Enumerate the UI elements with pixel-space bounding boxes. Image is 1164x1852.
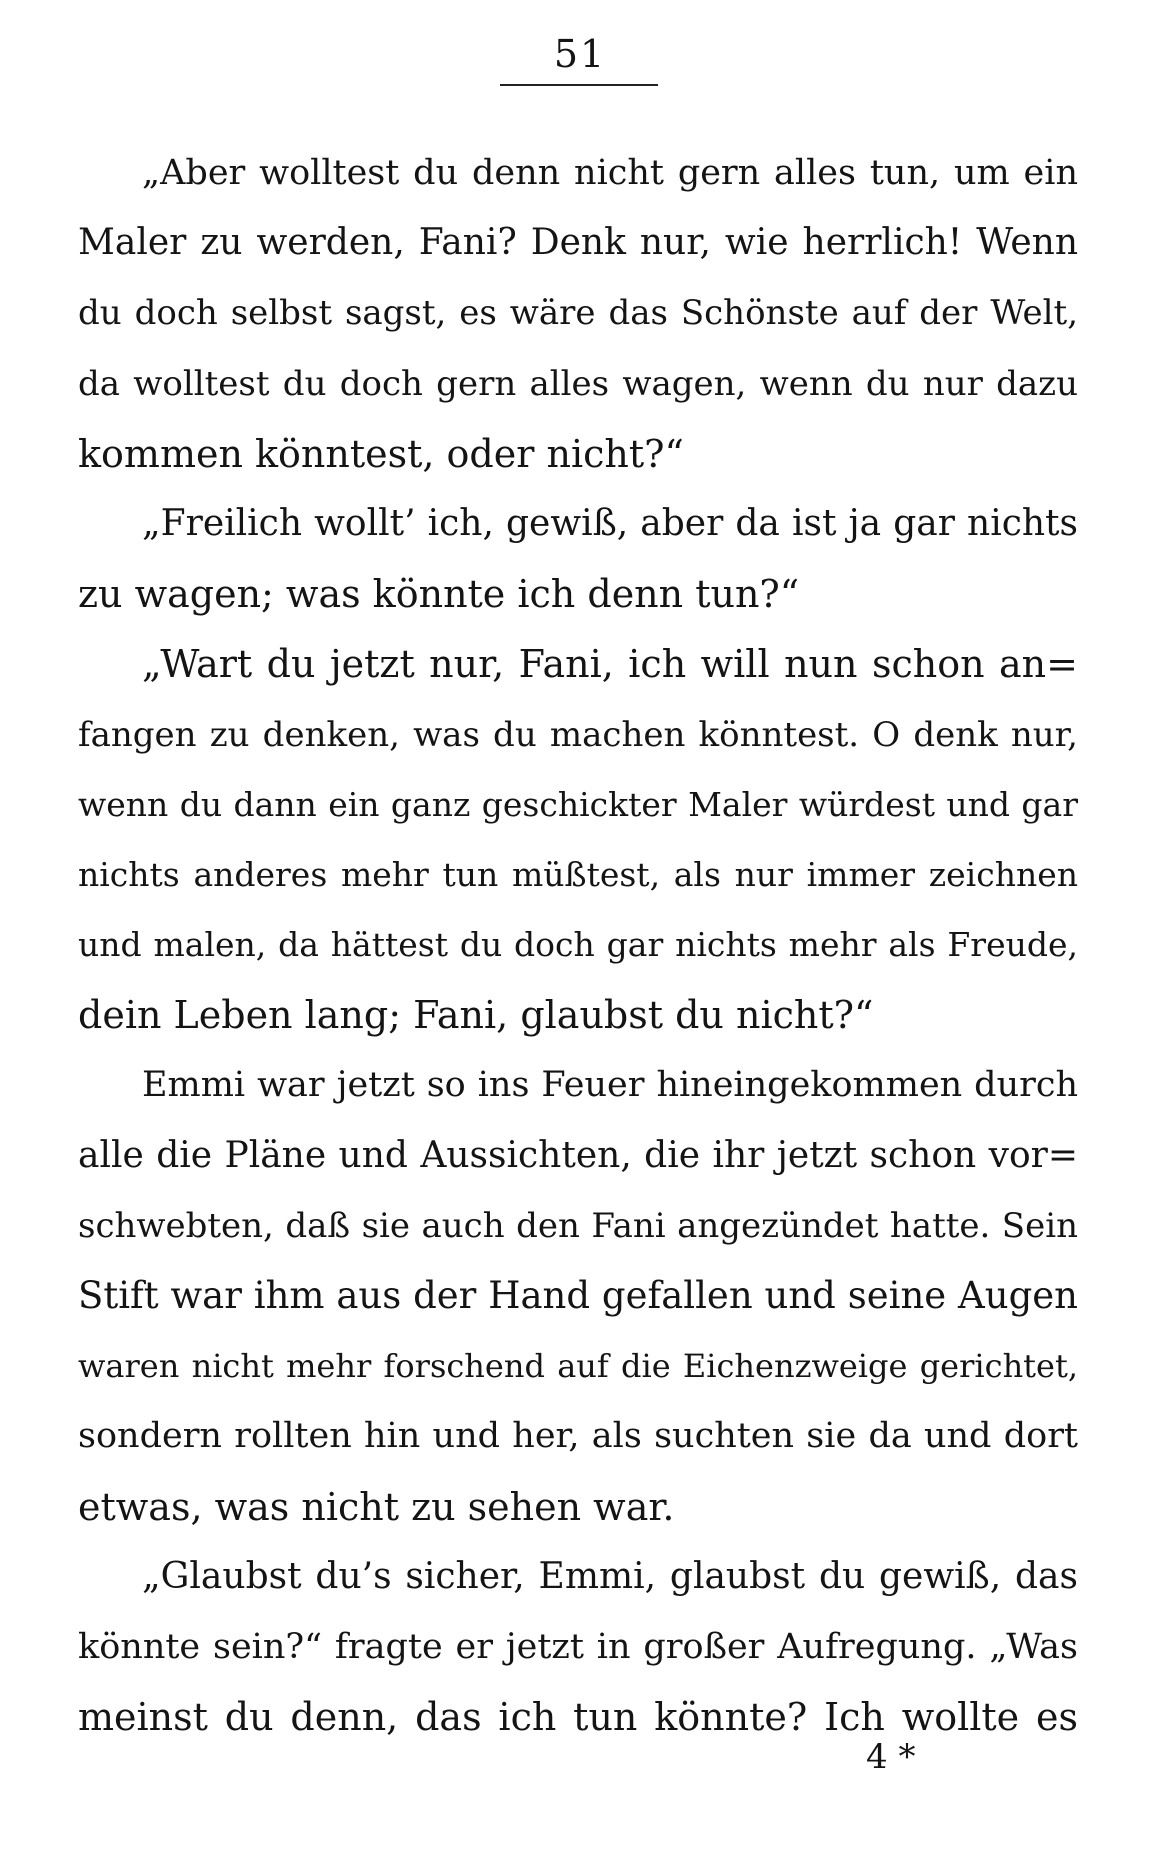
text-line: „Aber wolltest du denn nicht gern alles tun, um ein: [142, 153, 1078, 193]
text-line: Emmi war jetzt so ins Feuer hineingekommen durch: [142, 1065, 1078, 1106]
text-line: du doch selbst sagst, es wäre das Schönste auf der Welt,: [78, 293, 1078, 334]
text-line: „Glaubst du’s sicher, Emmi, glaubst du gewiß, das: [142, 1555, 1078, 1597]
text-line: „Wart du jetzt nur, Fani, ich will nun schon an=: [142, 642, 1078, 687]
text-line: etwas, was nicht zu sehen war.: [78, 1484, 675, 1529]
signature-mark: 4 *: [866, 1737, 916, 1777]
text-line: und malen, da hättest du doch gar nichts mehr als Freude,: [78, 925, 1078, 965]
text-line: wenn du dann ein ganz geschickter Maler würdest und gar: [78, 784, 1078, 824]
header-rule: [500, 84, 658, 86]
text-line: schwebten, daß sie auch den Fani angezündet hatte. Sein: [78, 1205, 1078, 1246]
text-line: sondern rollten hin und her, als suchten sie da und dort: [78, 1416, 1078, 1457]
text-line: dein Leben lang; Fani, glaubst du nicht?“: [78, 993, 874, 1038]
text-line: Stift war ihm aus der Hand gefallen und seine Augen: [78, 1274, 1078, 1317]
text-line: „Freilich wollt’ ich, gewiß, aber da ist ja gar nichts: [142, 502, 1078, 544]
text-line: nichts anderes mehr tun müßtest, als nur immer zeichnen: [78, 854, 1078, 894]
text-line: könnte sein?“ fragte er jetzt in großer Aufregung. „Was: [78, 1626, 1078, 1667]
text-line: da wolltest du doch gern alles wagen, wenn du nur dazu: [78, 363, 1078, 404]
text-line: meinst du denn, das ich tun könnte? Ich wollte es: [78, 1695, 1078, 1740]
page-number: 51: [553, 32, 607, 76]
body-text: [78, 138, 1078, 1752]
text-line: alle die Pläne und Aussichten, die ihr jetzt schon vor=: [78, 1134, 1078, 1176]
text-line: fangen zu denken, was du machen könntest. O denk nur,: [78, 714, 1078, 755]
text-line: zu wagen; was könnte ich denn tun?“: [78, 572, 800, 617]
text-line: waren nicht mehr forschend auf die Eichenzweige gerichtet,: [78, 1347, 1078, 1386]
text-line: kommen könntest, oder nicht?“: [78, 431, 684, 476]
text-line: Maler zu werden, Fani? Denk nur, wie herrlich! Wenn: [78, 222, 1078, 264]
